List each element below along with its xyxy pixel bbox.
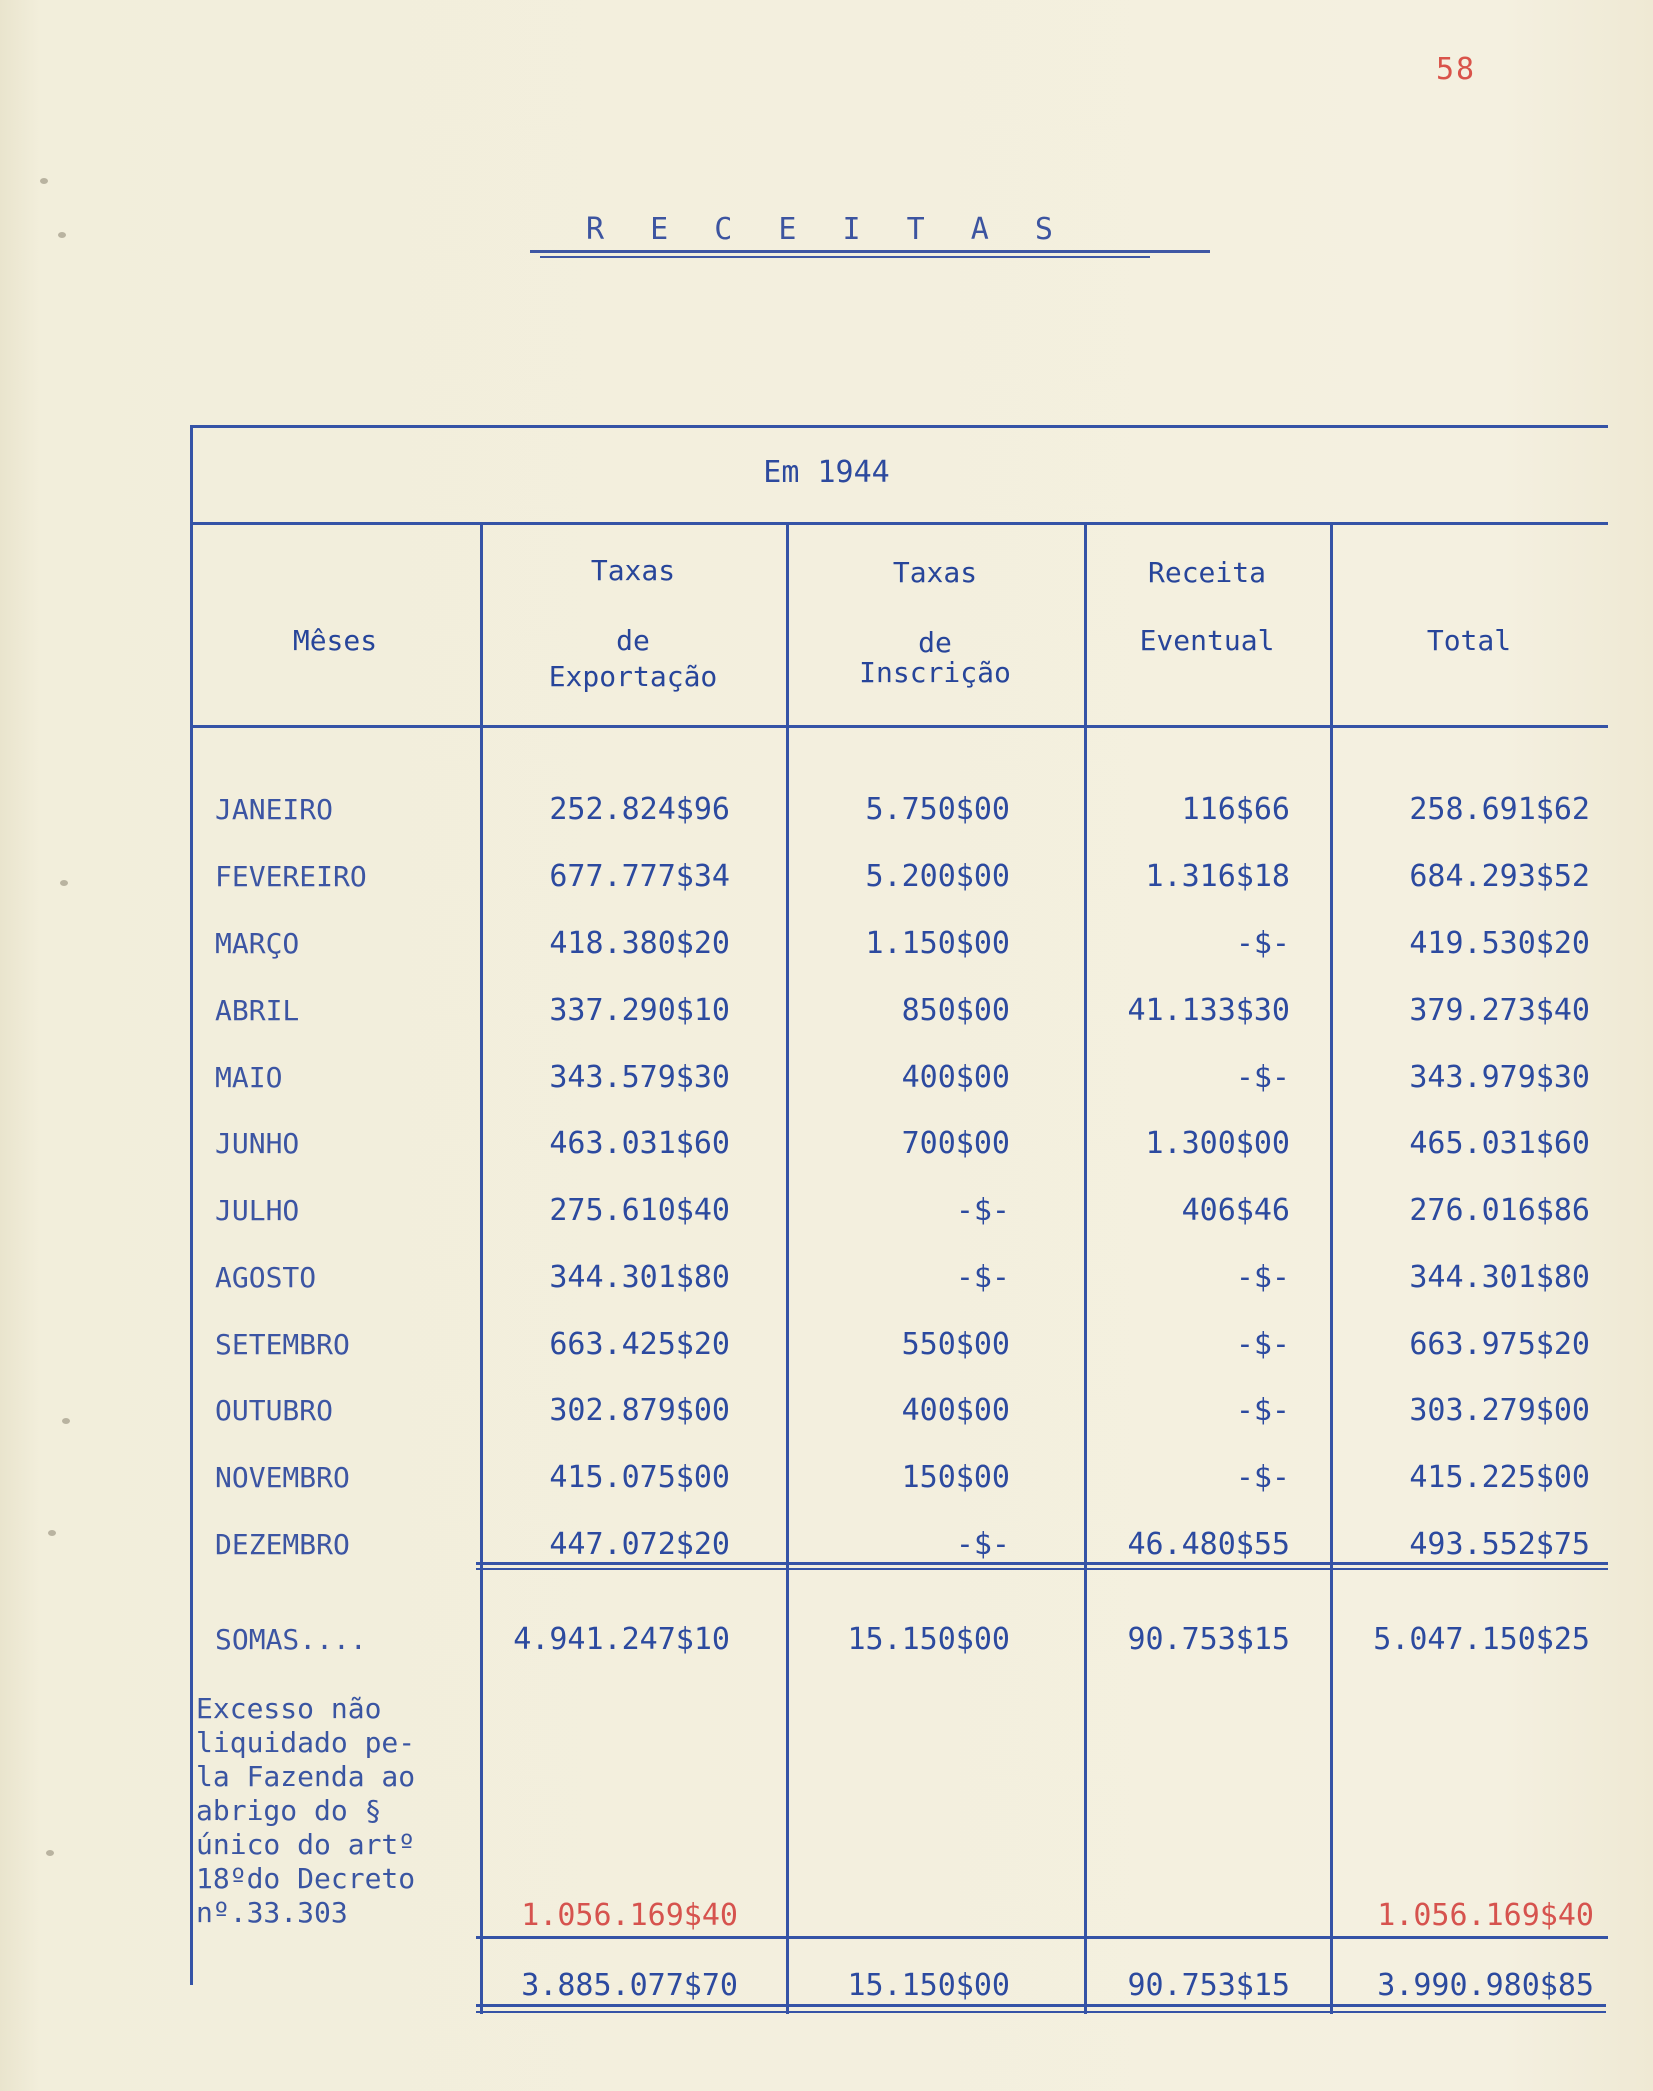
- row-month: JANEIRO: [215, 793, 334, 826]
- row-event: 406$46: [1181, 1193, 1290, 1228]
- row-inscr: 850$00: [901, 993, 1010, 1028]
- row-total: 493.552$75: [1409, 1527, 1590, 1562]
- row-event: -$-: [1235, 1460, 1290, 1495]
- row-month: ABRIL: [215, 994, 300, 1027]
- subtotal-rule: [476, 1562, 1608, 1565]
- row-event: 46.480$55: [1127, 1527, 1290, 1562]
- row-total: 344.301$80: [1409, 1260, 1590, 1295]
- excess-export: 1.056.169$40: [521, 1898, 738, 1933]
- sums-label: SOMAS....: [215, 1623, 367, 1656]
- row-month: SETEMBRO: [215, 1328, 350, 1361]
- column-divider-2: [786, 522, 789, 2014]
- row-export: 252.824$96: [549, 792, 730, 827]
- paper-speck: [46, 1850, 54, 1856]
- header-event-line2: Eventual: [1139, 624, 1275, 657]
- row-export: 677.777$34: [549, 859, 730, 894]
- row-total: 415.225$00: [1409, 1460, 1590, 1495]
- row-export: 337.290$10: [549, 993, 730, 1028]
- final-inscr: 15.150$00: [847, 1968, 1010, 2003]
- row-month: DEZEMBRO: [215, 1528, 350, 1561]
- row-month: JULHO: [215, 1194, 300, 1227]
- sums-total: 5.047.150$25: [1373, 1622, 1590, 1657]
- row-export: 463.031$60: [549, 1126, 730, 1161]
- table-top-border: [190, 425, 1608, 428]
- paper-speck: [48, 1530, 56, 1536]
- header-export-line2: de: [616, 624, 650, 657]
- paper-speck: [58, 232, 66, 238]
- row-export: 343.579$30: [549, 1060, 730, 1095]
- paper-speck: [62, 1418, 70, 1424]
- row-export: 447.072$20: [549, 1527, 730, 1562]
- page-number: 58: [1436, 52, 1477, 87]
- row-month: OUTUBRO: [215, 1394, 334, 1427]
- row-month: JUNHO: [215, 1127, 300, 1160]
- row-inscr: -$-: [955, 1527, 1010, 1562]
- row-month: MARÇO: [215, 927, 300, 960]
- sums-export: 4.941.247$10: [513, 1622, 730, 1657]
- final-bottom-rule-2: [476, 2011, 1606, 2013]
- header-event-line1: Receita: [1147, 556, 1266, 589]
- final-bottom-rule: [476, 2004, 1606, 2007]
- row-export: 418.380$20: [549, 926, 730, 961]
- row-inscr: 5.200$00: [865, 859, 1010, 894]
- row-event: -$-: [1235, 1393, 1290, 1428]
- final-total: 3.990.980$85: [1377, 1968, 1594, 2003]
- header-months: Mêses: [292, 624, 378, 657]
- row-month: FEVEREIRO: [215, 860, 367, 893]
- excess-total: 1.056.169$40: [1377, 1898, 1594, 1933]
- row-month: AGOSTO: [215, 1261, 317, 1294]
- row-inscr: 150$00: [901, 1460, 1010, 1495]
- title-underline-2: [540, 256, 1150, 258]
- page-title: R E C E I T A S: [586, 212, 1067, 247]
- header-inscr-line2: de: [918, 626, 952, 659]
- final-event: 90.753$15: [1127, 1968, 1290, 2003]
- column-divider-3: [1084, 522, 1087, 2014]
- title-underline: [530, 250, 1210, 253]
- row-month: MAIO: [215, 1061, 283, 1094]
- final-export: 3.885.077$70: [521, 1968, 738, 2003]
- row-inscr: 5.750$00: [865, 792, 1010, 827]
- row-inscr: -$-: [955, 1260, 1010, 1295]
- paper-speck: [40, 178, 48, 184]
- row-export: 275.610$40: [549, 1193, 730, 1228]
- paper-speck: [60, 880, 68, 886]
- row-total: 663.975$20: [1409, 1327, 1590, 1362]
- row-export: 663.425$20: [549, 1327, 730, 1362]
- row-event: -$-: [1235, 1327, 1290, 1362]
- year-header: Em 1944: [763, 455, 890, 490]
- row-export: 302.879$00: [549, 1393, 730, 1428]
- row-event: -$-: [1235, 1260, 1290, 1295]
- row-total: 684.293$52: [1409, 859, 1590, 894]
- subtotal-rule-2: [476, 1568, 1608, 1570]
- row-inscr: 400$00: [901, 1393, 1010, 1428]
- row-total: 465.031$60: [1409, 1126, 1590, 1161]
- row-export: 415.075$00: [549, 1460, 730, 1495]
- header-export-line1: Taxas: [590, 554, 676, 587]
- row-total: 276.016$86: [1409, 1193, 1590, 1228]
- header-bottom-border: [190, 725, 1608, 728]
- row-total: 379.273$40: [1409, 993, 1590, 1028]
- row-event: -$-: [1235, 1060, 1290, 1095]
- row-month: NOVEMBRO: [215, 1461, 350, 1494]
- header-export-line3: Exportação: [548, 660, 718, 693]
- table-left-border: [190, 425, 193, 1985]
- row-inscr: 700$00: [901, 1126, 1010, 1161]
- row-inscr: 550$00: [901, 1327, 1010, 1362]
- row-event: 1.316$18: [1145, 859, 1290, 894]
- sums-inscr: 15.150$00: [847, 1622, 1010, 1657]
- row-event: 41.133$30: [1127, 993, 1290, 1028]
- row-total: 258.691$62: [1409, 792, 1590, 827]
- row-total: 303.279$00: [1409, 1393, 1590, 1428]
- row-inscr: -$-: [955, 1193, 1010, 1228]
- year-header-divider: [190, 522, 1608, 525]
- final-top-rule: [476, 1936, 1608, 1939]
- row-inscr: 400$00: [901, 1060, 1010, 1095]
- row-event: -$-: [1235, 926, 1290, 961]
- row-export: 344.301$80: [549, 1260, 730, 1295]
- row-event: 1.300$00: [1145, 1126, 1290, 1161]
- sums-event: 90.753$15: [1127, 1622, 1290, 1657]
- row-event: 116$66: [1181, 792, 1290, 827]
- row-total: 419.530$20: [1409, 926, 1590, 961]
- excess-note: Excesso não liquidado pe- la Fazenda ao abrigo do § único do artº 18ºdo Decreto nº.33.303: [196, 1692, 416, 1929]
- header-total: Total: [1426, 624, 1512, 657]
- header-inscr-line1: Taxas: [892, 556, 978, 589]
- row-total: 343.979$30: [1409, 1060, 1590, 1095]
- row-inscr: 1.150$00: [865, 926, 1010, 961]
- header-inscr-line3: Inscrição: [859, 656, 1011, 689]
